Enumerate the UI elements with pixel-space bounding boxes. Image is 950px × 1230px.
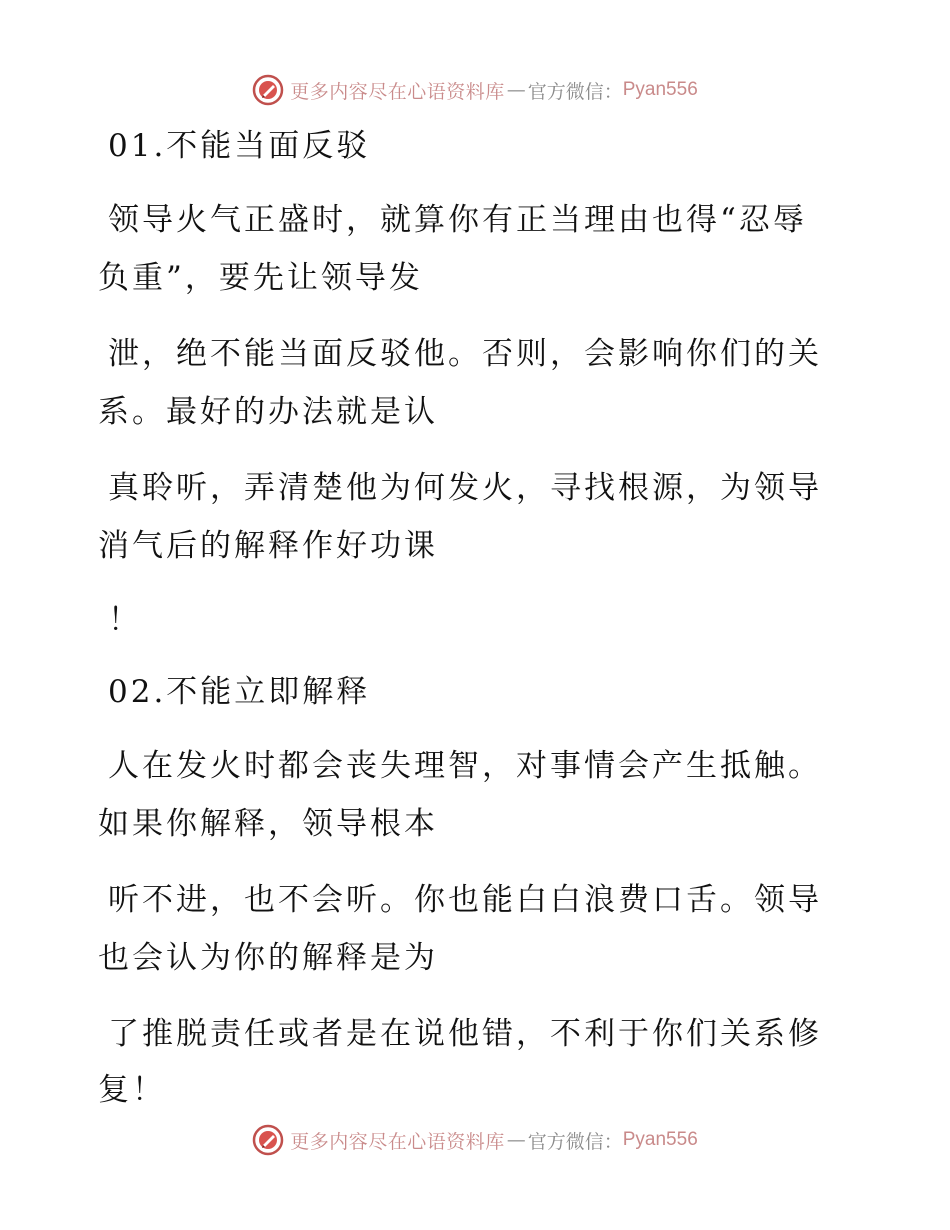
paragraph-line: 人在发火时都会丧失理智，对事情会产生抵触。 [108, 748, 822, 784]
watermark-wechat-id: Pyan556 [622, 79, 698, 100]
watermark-separator: — [506, 1129, 526, 1151]
footer-watermark [0, 1120, 950, 1160]
paragraph-line: ！ [108, 602, 142, 638]
paragraph-line: 复！ [98, 1072, 166, 1108]
paragraph-line: 泄，绝不能当面反驳他。否则，会影响你们的关 [108, 336, 822, 372]
paragraph-line: 系。最好的办法就是认 [98, 394, 438, 430]
paragraph-line: 负重”，要先让领导发 [98, 260, 423, 296]
watermark-wechat-label: 官方微信： [527, 80, 623, 103]
header-watermark [0, 70, 950, 110]
paragraph-line: 领导火气正盛时，就算你有正当理由也得“忍辱 [108, 202, 807, 238]
paragraph-line: 消气后的解释作好功课 [98, 528, 438, 564]
watermark-wechat-id: Pyan556 [622, 1129, 698, 1150]
paragraph-line: 了推脱责任或者是在说他错，不利于你们关系修 [108, 1016, 822, 1052]
pen-logo-icon [252, 74, 284, 106]
watermark-wechat-label: 官方微信： [527, 1130, 623, 1153]
section-heading-1: 01.不能当面反驳 [108, 128, 371, 164]
paragraph-line: 真聆听，弄清楚他为何发火，寻找根源，为领导 [108, 470, 822, 506]
paragraph-line: 如果你解释，领导根本 [98, 806, 438, 842]
paragraph-line: 听不进，也不会听。你也能白白浪费口舌。领导 [108, 882, 822, 918]
watermark-separator: — [506, 79, 526, 101]
pen-logo-icon [252, 1124, 284, 1156]
watermark-text: 更多内容尽在心语资料库 [290, 80, 505, 103]
paragraph-line: 也会认为你的解释是为 [98, 940, 438, 976]
section-heading-2: 02.不能立即解释 [108, 674, 371, 710]
watermark-text: 更多内容尽在心语资料库 [290, 1130, 505, 1153]
